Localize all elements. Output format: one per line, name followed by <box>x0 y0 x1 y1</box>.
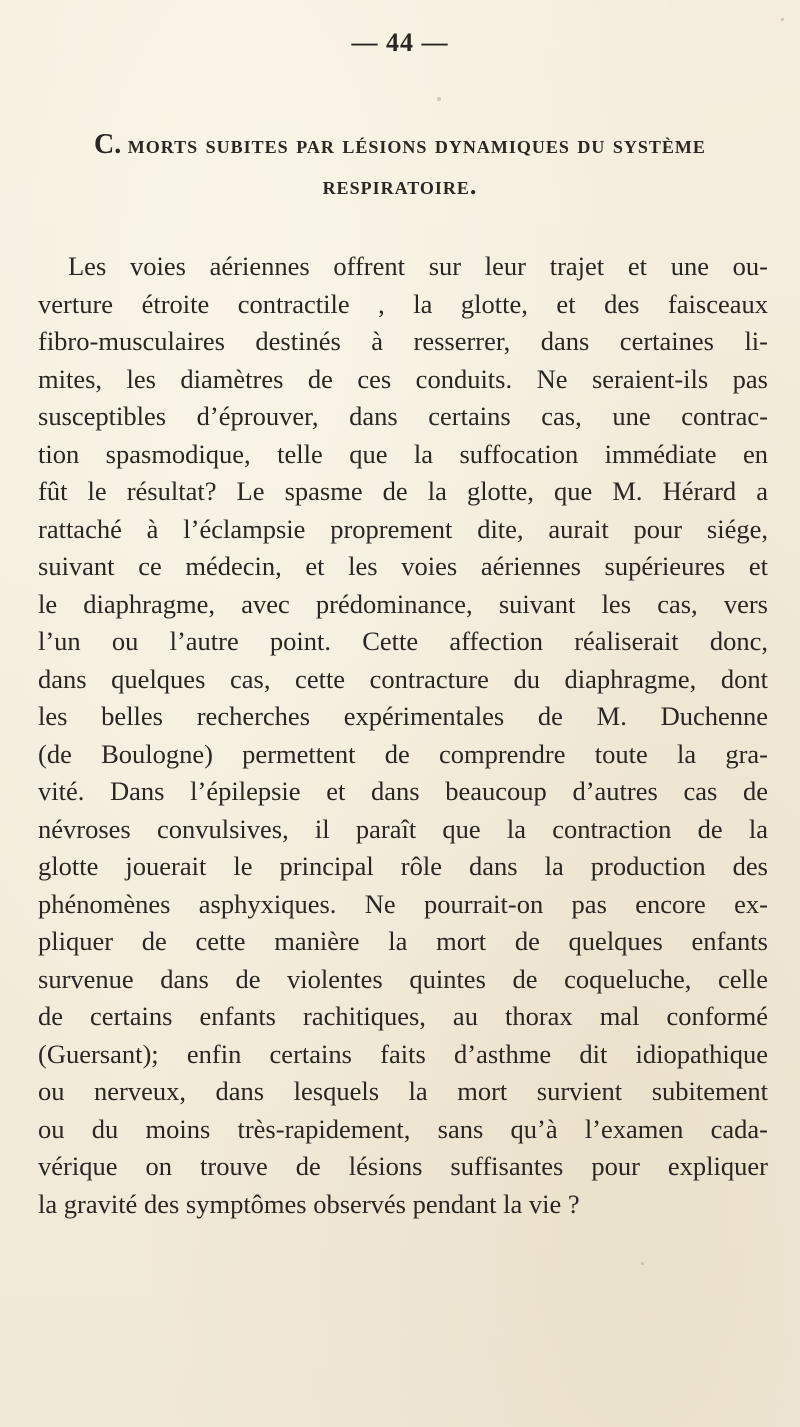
paragraph-line: vité. Dans l’épilepsie et dans beaucoup d’autres cas de <box>38 776 768 806</box>
paragraph-line: les belles recherches expérimentales de M. Duchenne <box>38 701 768 731</box>
paragraph-line: phénomènes asphyxiques. Ne pourrait-on pas encore ex- <box>38 888 768 919</box>
paragraph-line: ou du moins très-rapidement, sans qu’à l’examen cada- <box>38 1113 768 1144</box>
paragraph-line: glotte jouerait le principal rôle dans la production des <box>38 851 768 881</box>
paragraph-line: dans quelques cas, cette contracture du diaphragme, dont <box>38 663 768 694</box>
paragraph-line: de certains enfants rachitiques, au thorax mal conformé <box>38 1001 768 1031</box>
paragraph-line: ou nerveux, dans lesquels la mort survient subitement <box>38 1076 768 1106</box>
section-letter: C. <box>94 129 122 160</box>
paragraph-line: suivant ce médecin, et les voies aériennes supérieures et <box>38 551 768 581</box>
paragraph-line: Les voies aériennes offrent sur leur trajet et une ou- <box>68 251 768 281</box>
paragraph-line: rattaché à l’éclampsie proprement dite, aurait pour siége, <box>38 513 768 544</box>
paragraph-line: fût le résultat? Le spasme de la glotte, que M. Hérard a <box>38 476 768 506</box>
paragraph-line: fibro-musculaires destinés à resserrer, dans certaines li- <box>38 326 768 356</box>
body-paragraph <box>38 248 768 1223</box>
paragraph-line: névroses convulsives, il paraît que la contraction de la <box>38 813 768 844</box>
section-title-line-2: respiratoire. <box>322 171 478 200</box>
paragraph-line: tion spasmodique, telle que la suffocation immédiate en <box>38 438 768 469</box>
paragraph-line: vérique on trouve de lésions suffisantes pour expliquer <box>38 1151 768 1181</box>
paragraph-line: (Guersant); enfin certains faits d’asthme dit idiopathique <box>38 1038 768 1069</box>
section-title-line-1: morts subites par lésions dynamiques du système <box>127 130 706 159</box>
page-number: — 44 — <box>351 28 449 57</box>
paragraph-line: mites, les diamètres de ces conduits. Ne seraient-ils pas <box>38 363 768 394</box>
paper-speck <box>781 18 784 21</box>
paragraph-line: survenue dans de violentes quintes de coqueluche, celle <box>38 963 768 994</box>
paragraph-line: le diaphragme, avec prédominance, suivant les cas, vers <box>38 588 768 619</box>
paragraph-line-last: la gravité des symptômes observés pendant la vie ? <box>38 1188 580 1219</box>
paragraph-line: pliquer de cette manière la mort de quelques enfants <box>38 926 768 956</box>
paper-speck <box>641 1262 644 1265</box>
paragraph-line: l’un ou l’autre point. Cette affection réaliserait donc, <box>38 626 768 656</box>
paragraph-line: verture étroite contractile , la glotte, et des faisceaux <box>38 288 768 319</box>
section-heading <box>36 124 764 207</box>
paragraph-line: susceptibles d’éprouver, dans certains cas, une contrac- <box>38 401 768 431</box>
paragraph-line: (de Boulogne) permettent de comprendre toute la gra- <box>38 738 768 769</box>
paper-speck <box>437 97 441 101</box>
